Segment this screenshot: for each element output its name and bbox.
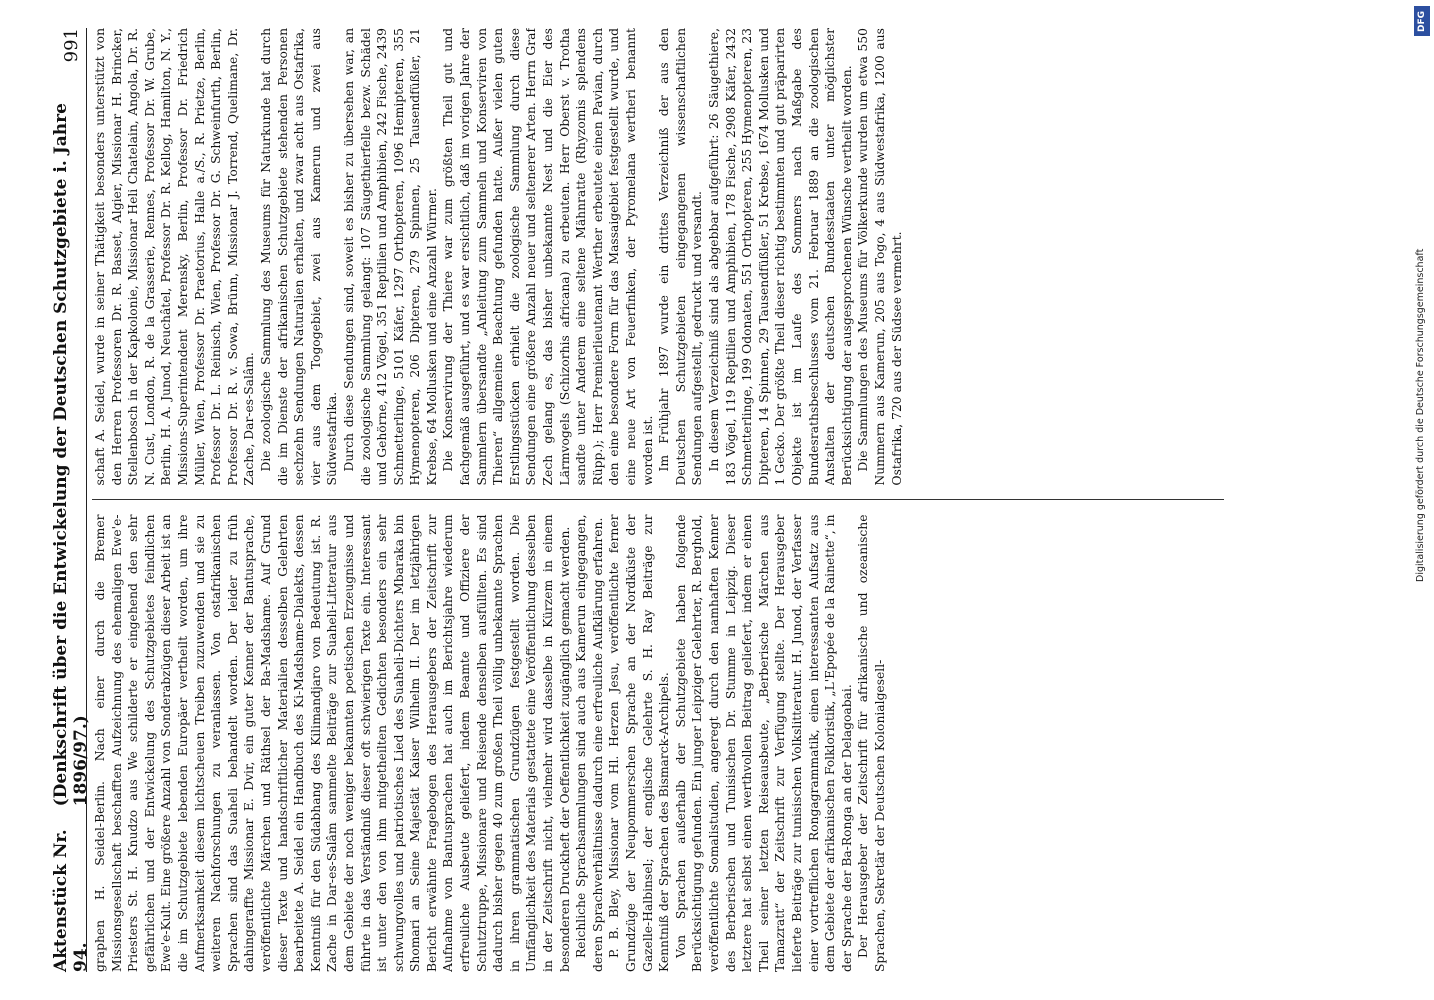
- document-sheet: [50, 20, 1230, 980]
- text-columns: [92, 28, 1224, 972]
- scanned-page: [50, 20, 1416, 980]
- running-header: [51, 28, 91, 972]
- paragraph: Die zoologische Sammlung des Museums für Naturkunde hat durch die im Dienste der afrikanischen Schutzgebiete stehenden Personen sechzehn Sendungen Naturalien erhalten, und zwar acht aus Ostafrika, vier aus dem Togogebiet, zwei aus Kamerun und zwei aus Südwestafrika.: [258, 28, 340, 486]
- paragraph: Durch diese Sendungen sind, soweit es bisher zu übersehen war, an die zoologische Sammlung gelangt: 107 Säugethierfelle bezw. Schädel und Gehörne, 412 Vögel, 351 Reptilien und Amphibien, 242 Fische, 2439 Schmetterlinge, 5101 Käfer, 1297 Orthopteren, 1096 Hemipteren, 355 Hymenopteren, 206 Dipteren, 279 Spinnen, 25 Tausendfüßler, 21 Krebse, 64 Mollusken und eine Anzahl Würmer.: [341, 28, 439, 486]
- paragraph: Die Konservirung der Thiere war zum größten Theil gut und fachgemäß ausgeführt, und es war ersichtlich, daß im vorigen Jahre der Sammlern übersandte „Anleitung zum Sammeln und Konserviren von Thieren“ allgemeine Beachtung gefunden hatte. Außer vielen guten Erstlingsstücken erhielt die zoologische Sammlung durch diese Sendungen eine größere Anzahl neuer und seltenerer Arten. Herrn Graf Zech gelang es, das bisher unbekannte Nest und die Eier des Lärmvogels (Schizorhis africana) zu erbeuten. Herr Oberst v. Trotha sandte unter Anderem eine seltene Mähnratte (Rhyzomis splendens Rüpp.); Herr Premierlieutenant Werther erbeutete einen Pavian, durch den eine besondere Form für das Massaigebiet festgestellt wurde, und eine neue Art von Feuerfinken, der Pyromelana wertheri benannt worden ist.: [441, 28, 655, 486]
- paragraph: Der Herausgeber der Zeitschrift für afrikanische und ozeanische Sprachen, Sekretär der Deutschen Kolonialgesell-: [856, 514, 887, 972]
- paragraph: P. B. Bley, Missionar vom Hl. Herzen Jesu, veröffentlichte ferner Grundzüge der Neupommerschen Sprache an der Nordküste der Gazelle-Halbinsel; der englische Gelehrte S. H. Ray Beiträge zur Kenntniß der Sprachen des Bismarck-Archipels.: [607, 514, 672, 972]
- paragraph: Im Frühjahr 1897 wurde ein drittes Verzeichniß der aus den Deutschen Schutzgebieten eingegangenen wissenschaftlichen Sendungen aufgestellt, gedruckt und versandt.: [657, 28, 705, 486]
- digitization-margin: [1412, 0, 1434, 1000]
- column-divider: [92, 500, 1224, 501]
- document-number: Aktenstück Nr. 94.: [51, 829, 91, 972]
- left-column: [92, 515, 1224, 973]
- paragraph: graphen H. Seidel-Berlin. Nach einer durch die Bremer Missionsgesellschaft beschafften Aufzeichnung des ehemaligen Ewe'e-Priesters St. H. Knudzo aus We schilderte er eingehend den sehr gefährlichen und der Entwickelung des Schutzgebietes feindlichen Ewe'e-Kult. Eine größere Anzahl von Sonderabzügen dieser Arbeit ist an die im Schutzgebiete lebenden Europäer vertheilt worden, um ihre Aufmerksamkeit diesem lichtscheuen Treiben zuzuwenden und sie zu weiteren Nachforschungen zu veranlassen. Von ostafrikanischen Sprachen sind das Suaheli behandelt worden. Der leider zu früh dahingeraffte Missionar E. Dvir, ein guter Kenner der Bantusprache, veröffentlichte Märchen und Räthsel der Ba-Madshame. Auf Grund dieser Texte und handschriftlicher Materialien desselben Gelehrten bearbeitete A. Seidel ein Handbuch des Ki-Madshame-Dialekts, dessen Kenntniß für den Südabhang des Kilimandjaro von Bedeutung ist. R. Zache in Dar-es-Salâm sammelte Beiträge zur Suaheli-Litteratur aus dem Gebiete der noch weniger bekannten poetischen Erzeugnisse und führte in das Verständniß dieser oft schwierigen Texte ein. Interessant ist unter den von ihm mitgetheilten Gedichten besonders ein sehr schwungvolles und patriotisches Lied des Suaheli-Dichters Mbaraka bin Shomari an Seine Majestät Kaiser Wilhelm II. Der im letzjährigen Bericht erwähnte Fragebogen des Herausgebers der Zeitschrift zur Aufnahme von Bantusprachen hat auch im Berichtsjahre wiederum erfreuliche Ausbeute geliefert, indem Beamte und Offiziere der Schutztruppe, Missionare und Reisende denselben ausfüllten. Es sind dadurch bisher gegen 40 zum großen Theil völlig unbekannte Sprachen in ihren grammatischen Grundzügen festgestellt worden. Die Umfänglichkeit des Materials gestattete eine Veröffentlichung desselben in der Zeitschrift nicht, vielmehr wird dasselbe in Kürzem in einem besonderen Druckheft der Oeffentlichkeit zugänglich gemacht werden.: [93, 514, 572, 972]
- dfg-logo: DFG: [1414, 6, 1430, 36]
- paragraph: Von Sprachen außerhalb der Schutzgebiete haben folgende Berücksichtigung gefunden. Ein junger Leipziger Gelehrter, R. Berghold, veröffentlichte Somalistudien, angeregt durch den namhaften Kenner des Berberischen und Tunisischen Dr. Stumme in Leipzig. Dieser letztere hat selbst einen werthvollen Beitrag geliefert, indem er einen Theil seiner letzten Reiseausbeute, „Berberische Märchen aus Tamazratt“ der Zeitschrift zur Verfügung stellte. Der Herausgeber lieferte Beiträge zur tunisischen Volkslitteratur. H. Junod, der Verfasser einer vortrefflichen Rongagrammatik, einen interessanten Aufsatz aus dem Gebiete der afrikanischen Folkloristik, „L'Epopée de la Rainette“, in der Sprache der Ba-Ronga an der Delagoabai.: [673, 514, 854, 972]
- document-title: (Denkschrift über die Entwickelung der Deutschen Schutzgebiete i. Jahre 1896/97.): [51, 103, 91, 807]
- paragraph: Die Sammlungen des Museums für Völkerkunde wurden um etwa 550 Nummern aus Kamerun, 205 aus Togo, 4 aus Südwestafrika, 1200 aus Ostafrika, 720 aus der Südsee vermehrt.: [856, 28, 904, 486]
- paragraph: Reichliche Sprachsammlungen sind auch aus Kamerun eingegangen, deren Sprachverhältnisse dadurch eine erfreuliche Aufklärung erfahren.: [574, 514, 605, 972]
- page-number: 991: [60, 28, 82, 63]
- paragraph: schaft A. Seidel, wurde in seiner Thätigkeit besonders unterstützt von den Herren Professoren Dr. R. Basset, Algier, Missionar H. Brincker, Stellenbosch in der Kapkolonie, Missionar Heli Chatelain, Angola, Dr. R. N. Cust, London, R. de la Grasserie, Rennes, Professor Dr. W. Grube, Berlin, H. A. Junod, Neuchâtel, Professor Dr. R. Kellog, Hamilton, N. Y., Missions-Superintendent Merensky, Berlin, Professor Dr. Friedrich Müller, Wien, Professor Dr. Praetorius, Halle a./S., R. Prietze, Berlin, Professor Dr. L. Reinisch, Wien, Professor Dr. G. Schweinfurth, Berlin, Professor Dr. R. v. Sowa, Brünn, Missionar J. Torrend, Quelimane, Dr. Zache, Dar-es-Salâm.: [93, 28, 257, 486]
- digitization-credit: Digitalisierung gefördert durch die Deutsche Forschungsgemeinschaft: [1415, 248, 1426, 582]
- right-column: [92, 28, 1224, 486]
- paragraph: In diesem Verzeichniß sind als abgebbar aufgeführt: 26 Säugethiere, 183 Vögel, 119 Reptilien und Amphibien, 178 Fische, 2908 Käfer, 2432 Schmetterlinge, 199 Odonaten, 551 Orthopteren, 255 Hymenopteren, 23 Dipteren, 14 Spinnen, 29 Tausendfüßler, 51 Krebse, 1674 Mollusken und 1 Gecko. Der größte Theil dieser richtig bestimmten und gut präparirten Objekte ist im Laufe des Sommers nach Maßgabe des Bundesrathsbeschlusses vom 21. Februar 1889 an die zoologischen Anstalten der deutschen Bundesstaaten unter möglichster Berücksichtigung der ausgesprochenen Wünsche vertheilt worden.: [706, 28, 854, 486]
